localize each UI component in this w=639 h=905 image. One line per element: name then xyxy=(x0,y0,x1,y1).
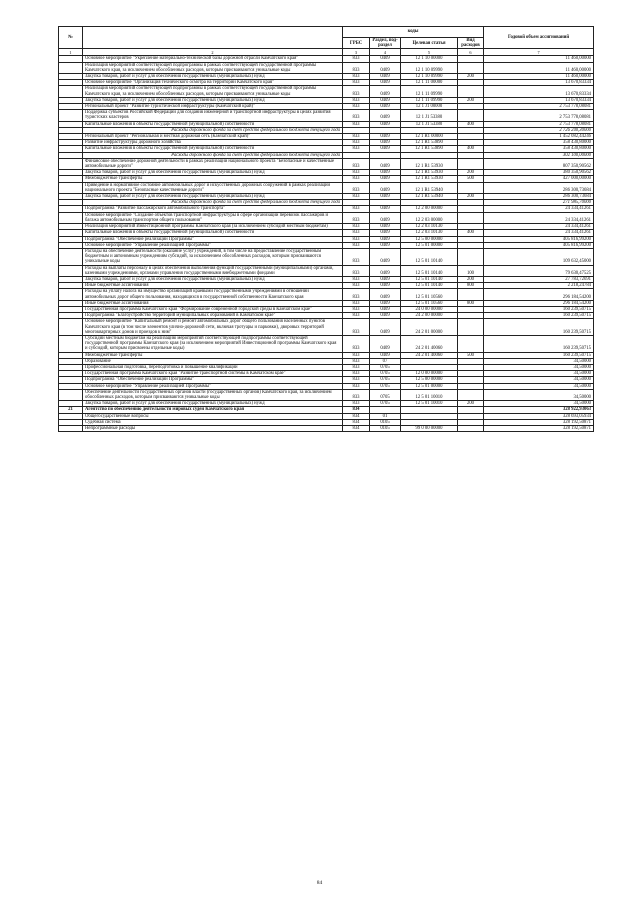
row-section: 0409 xyxy=(370,242,401,248)
row-name: Реализация мероприятий Инвестиционной программы Камчатского края (за исключением субсидий местным бюджетам) xyxy=(83,224,343,230)
row-target: 12 1 R1 53940 xyxy=(401,194,458,200)
row-section: 0409 xyxy=(370,335,401,352)
row-target: 12 5 01 10140 xyxy=(401,248,458,265)
row-number xyxy=(59,265,83,276)
row-name: Агентство по обеспечению деятельности мировых судей Камчатского края xyxy=(83,407,343,413)
row-section: 0705 xyxy=(370,371,401,377)
row-name: Приведение в нормативное состояние автомобильных дорог и искусственных дорожных сооружений в рамках реализации национального проекта "Безопасные качественные дороги" xyxy=(83,182,343,193)
row-name: Иные бюджетные ассигнования xyxy=(83,283,343,289)
row-name: Обеспечение деятельности государственных органов власти (государственных органов) Камчатского края, за исключением обособленных расходов, которым присваиваются уникальные коды xyxy=(83,389,343,400)
row-amount: 34,50000 xyxy=(484,364,594,370)
header-volume: Годовой объем ассигнований xyxy=(484,27,594,49)
row-section: 0409 xyxy=(370,265,401,276)
row-section: 0409 xyxy=(370,319,401,336)
row-amount: 13 670,83334 xyxy=(484,80,594,86)
row-type: 500 xyxy=(458,352,484,358)
row-name: Межбюджетные трансферты xyxy=(83,176,343,182)
row-name: Закупка товаров, работ и услуг для обеспечения государственных (муниципальных) нужд xyxy=(83,170,343,176)
row-amount: 34,50000 xyxy=(484,371,594,377)
row-number xyxy=(59,110,83,121)
row-section: 0409 xyxy=(370,182,401,193)
row-target: 12 2 03 10130 xyxy=(401,230,458,236)
row-type: 800 xyxy=(458,300,484,306)
row-amount: 286 300,73684 xyxy=(484,182,594,193)
row-name: Закупка товаров, работ и услуг для обеспечения государственных (муниципальных) нужд xyxy=(83,194,343,200)
row-name: Закупка товаров, работ и услуг для обеспечения государственных (муниципальных) нужд xyxy=(83,276,343,282)
row-amount: 286 300,73684 xyxy=(484,194,594,200)
row-section: 0409 xyxy=(370,224,401,230)
row-number xyxy=(59,426,83,432)
table-body xyxy=(59,56,594,432)
table-row xyxy=(59,289,594,300)
row-section: 0409 xyxy=(370,352,401,358)
row-grbs: 833 xyxy=(343,248,370,265)
row-grbs: 833 xyxy=(343,146,370,152)
row-grbs: 833 xyxy=(343,371,370,377)
row-section: 0409 xyxy=(370,212,401,223)
row-type: 200 xyxy=(458,74,484,80)
row-target: 12 1 11 09990 xyxy=(401,97,458,103)
row-section: 0409 xyxy=(370,56,401,62)
row-section: 07 xyxy=(370,358,401,364)
col-number-7: 7 xyxy=(484,49,594,56)
col-number-2: 2 xyxy=(83,49,343,56)
row-name: Реализация мероприятий соответствующей подпрограммы в рамках соответствующей государственной программы Камчатского края, за исключением обособленных расходов, которым присваиваются уникальные коды xyxy=(83,62,343,73)
row-name: Развитие инфраструктуры дорожного хозяйства xyxy=(83,140,343,146)
row-target: 12 2 03 10130 xyxy=(401,224,458,230)
row-grbs: 833 xyxy=(343,170,370,176)
row-name: Подпрограмма "Развитие пассажирского автомобильного транспорта" xyxy=(83,206,343,212)
row-amount: 271 985,70000 xyxy=(484,200,594,206)
row-amount: 296 184,54200 xyxy=(484,300,594,306)
page-number: 84 xyxy=(316,880,323,886)
row-number xyxy=(59,182,83,193)
row-number xyxy=(59,289,83,300)
row-grbs: 833 xyxy=(343,86,370,97)
row-name: Подпрограмма "Обеспечение реализации Программы" xyxy=(83,236,343,242)
header-codes: коды xyxy=(343,27,484,38)
row-number xyxy=(59,319,83,336)
table-row xyxy=(59,212,594,223)
row-grbs: 833 xyxy=(343,74,370,80)
table-row xyxy=(59,110,594,121)
row-name: Основное мероприятие "Управление реализацией Программы" xyxy=(83,383,343,389)
row-grbs: 833 xyxy=(343,242,370,248)
row-section: 0705 xyxy=(370,377,401,383)
row-target: 24 2 01 00000 xyxy=(401,319,458,336)
row-target: 12 1 11 09990 xyxy=(401,86,458,97)
row-number xyxy=(59,158,83,169)
header-name xyxy=(83,27,343,49)
row-name: Расходы на выплаты персоналу в целях обеспечения выполнения функций государственными (муниципальными) органами, казенными учреждениями, органами управления государственными внебюджетными фондами xyxy=(83,265,343,276)
col-number-4: 4 xyxy=(370,49,401,56)
row-name: Расходы на обеспечение деятельности (оказание услуг) учреждений, в том числе на предоставление государственным бюджетным и автономным учреждениям субсидий, за исключением обособленных расходов, которым присваиваются уникальные коды xyxy=(83,248,343,265)
row-amount: 2 753 778,08081 xyxy=(484,110,594,121)
row-target: 12 1 R1 53940 xyxy=(401,182,458,193)
row-name: Региональный проект "Региональная и местная дорожная сеть (Камчатский край)" xyxy=(83,134,343,140)
row-type xyxy=(458,319,484,336)
col-number-5: 5 xyxy=(401,49,458,56)
row-type xyxy=(458,110,484,121)
row-number xyxy=(59,62,83,73)
row-name: Межбюджетные трансферты xyxy=(83,352,343,358)
row-amount: 807 350,90562 xyxy=(484,158,594,169)
row-amount: 160 239,50715 xyxy=(484,319,594,336)
row-grbs: 833 xyxy=(343,194,370,200)
row-target: 12 1 J1 00000 xyxy=(401,104,458,110)
row-name: Государственная программа Камчатского края "Формирование современной городской среды в Камчатском крае" xyxy=(83,306,343,312)
row-grbs: 833 xyxy=(343,389,370,400)
row-grbs: 833 xyxy=(343,306,370,312)
row-amount: 2 218,24784 xyxy=(484,283,594,289)
row-target: 12 1 R1 53890 xyxy=(401,146,458,152)
row-name: Образование xyxy=(83,358,343,364)
row-target: 12 2 00 00000 xyxy=(401,206,458,212)
row-amount: 302 100,00000 xyxy=(484,152,594,158)
row-grbs: 833 xyxy=(343,56,370,62)
row-target: 12 0 00 00000 xyxy=(401,371,458,377)
row-type: 200 xyxy=(458,276,484,282)
row-type: 200 xyxy=(458,194,484,200)
row-section: 0705 xyxy=(370,389,401,400)
row-name: Общегосударственные вопросы xyxy=(83,413,343,419)
row-grbs: 833 xyxy=(343,300,370,306)
row-target: 12 5 00 00000 xyxy=(401,377,458,383)
row-section: 0409 xyxy=(370,206,401,212)
row-grbs: 833 xyxy=(343,80,370,86)
row-name: Капитальные вложения в объекты государственной (муниципальной) собственности xyxy=(83,146,343,152)
row-name: Расходы дорожного фонда за счет средств федерального бюджета текущего года xyxy=(83,200,343,206)
row-name: Основное мероприятие "Капитальный ремонт и ремонт автомобильных дорог общего пользования населенных пунктов Камчатского края (в том числе элементов улично-дорожной сети, включая тротуары и парковки), дворовых территорий многоквартирных домов и проездов к ним" xyxy=(83,319,343,336)
row-amount: 11 460,00000 xyxy=(484,74,594,80)
row-amount: 358 430,80000 xyxy=(484,140,594,146)
row-type xyxy=(458,289,484,300)
row-grbs: 833 xyxy=(343,176,370,182)
row-grbs: 833 xyxy=(343,224,370,230)
row-target: 12 1 R1 53930 xyxy=(401,158,458,169)
row-name: Подпрограмма "Благоустройство территорий муниципальных образований в Камчатском крае" xyxy=(83,313,343,319)
row-target: 12 5 01 10140 xyxy=(401,265,458,276)
row-type xyxy=(458,212,484,223)
row-amount: 2 753 778,08081 xyxy=(484,121,594,127)
row-type: 500 xyxy=(458,176,484,182)
row-amount: 24 334,41261 xyxy=(484,206,594,212)
row-grbs: 833 xyxy=(343,134,370,140)
row-number xyxy=(59,248,83,265)
row-grbs: 833 xyxy=(343,212,370,223)
header-section: Раздел, под- раздел xyxy=(370,38,401,49)
row-target: 99 0 00 00000 xyxy=(401,426,458,432)
budget-table xyxy=(58,26,594,432)
row-section: 0105 xyxy=(370,426,401,432)
row-section: 0409 xyxy=(370,104,401,110)
row-target: 12 5 00 00000 xyxy=(401,236,458,242)
row-section: 0409 xyxy=(370,110,401,121)
row-section: 0409 xyxy=(370,306,401,312)
row-name: Реализация мероприятий соответствующей подпрограммы в рамках соответствующей государственной программы Камчатского края, за исключением обособленных расходов, которым присваиваются уникальные коды xyxy=(83,86,343,97)
row-type xyxy=(458,335,484,352)
row-section: 0409 xyxy=(370,176,401,182)
row-name: Закупка товаров, работ и услуг для обеспечения государственных (муниципальных) нужд xyxy=(83,97,343,103)
row-type: 100 xyxy=(458,265,484,276)
col-number-6: 6 xyxy=(458,49,484,56)
row-section: 0409 xyxy=(370,313,401,319)
row-grbs: 833 xyxy=(343,97,370,103)
row-grbs: 834 xyxy=(343,426,370,432)
row-target: 12 2 03 00000 xyxy=(401,212,458,223)
row-amount: 2 726 240,30000 xyxy=(484,127,594,133)
row-name: Основное мероприятие "Создание объектов транспортной инфраструктуры в сфере организации перевозок пассажиров и багажа автомобильным транспортом общего пользования" xyxy=(83,212,343,223)
row-amount: 160 239,50715 xyxy=(484,306,594,312)
row-grbs: 833 xyxy=(343,110,370,121)
col-number-3: 3 xyxy=(343,49,370,56)
row-target: 12 1 J1 53380 xyxy=(401,110,458,121)
row-section: 0409 xyxy=(370,80,401,86)
row-amount: 109 632,45000 xyxy=(484,248,594,265)
row-amount: 328 922,93063 xyxy=(484,407,594,413)
row-number xyxy=(59,335,83,352)
table-row xyxy=(59,265,594,276)
row-amount: 11 460,00000 xyxy=(484,62,594,73)
row-type: 400 xyxy=(458,121,484,127)
row-name: Региональный проект "Развитие туристической инфраструктуры (Камчатский край)" xyxy=(83,104,343,110)
row-grbs: 833 xyxy=(343,335,370,352)
row-grbs: 833 xyxy=(343,158,370,169)
row-amount: 13 670,83334 xyxy=(484,97,594,103)
row-type xyxy=(458,182,484,193)
row-amount: 358 430,80000 xyxy=(484,146,594,152)
row-grbs: 834 xyxy=(343,407,370,413)
row-name: Закупка товаров, работ и услуг для обеспечения государственных (муниципальных) нужд xyxy=(83,401,343,407)
row-target: 12 1 10 00000 xyxy=(401,56,458,62)
header-grbs: ГРБС xyxy=(343,38,370,49)
row-amount: 405 816,99200 xyxy=(484,242,594,248)
row-grbs: 834 xyxy=(343,419,370,425)
row-grbs: 833 xyxy=(343,358,370,364)
row-amount: 160 239,50715 xyxy=(484,313,594,319)
row-section: 0705 xyxy=(370,364,401,370)
row-section: 0409 xyxy=(370,146,401,152)
row-grbs: 833 xyxy=(343,401,370,407)
row-grbs: 833 xyxy=(343,352,370,358)
row-type xyxy=(458,86,484,97)
row-section: 0705 xyxy=(370,383,401,389)
row-type: 200 xyxy=(458,170,484,176)
table-row xyxy=(59,426,594,432)
row-amount: 34,50000 xyxy=(484,401,594,407)
row-section: 0409 xyxy=(370,62,401,73)
row-type xyxy=(458,426,484,432)
row-number xyxy=(59,389,83,400)
row-target: 12 5 01 10560 xyxy=(401,289,458,300)
row-amount: 24 334,41261 xyxy=(484,212,594,223)
row-section: 0409 xyxy=(370,283,401,289)
row-section: 0409 xyxy=(370,236,401,242)
row-amount: 24 334,41261 xyxy=(484,230,594,236)
row-section: 0409 xyxy=(370,230,401,236)
row-target: 12 5 01 00000 xyxy=(401,242,458,248)
row-target: 12 1 R1 53930 xyxy=(401,176,458,182)
row-grbs: 833 xyxy=(343,230,370,236)
row-name: Судебная система xyxy=(83,419,343,425)
row-name: Основное мероприятие "Управление реализацией Программы" xyxy=(83,242,343,248)
row-name: Подпрограмма "Обеспечение реализации Программы" xyxy=(83,377,343,383)
row-name: Капитальные вложения в объекты государственной (муниципальной) собственности xyxy=(83,230,343,236)
row-section: 0409 xyxy=(370,170,401,176)
row-type xyxy=(458,158,484,169)
row-grbs: 833 xyxy=(343,104,370,110)
row-name: Капитальные вложения в объекты государственной (муниципальной) собственности xyxy=(83,121,343,127)
row-amount: 405 816,99200 xyxy=(484,236,594,242)
row-name: Расходы дорожного фонда за счет средств федерального бюджета текущего года xyxy=(83,127,343,133)
row-amount: 380 350,90562 xyxy=(484,170,594,176)
row-section: 0409 xyxy=(370,97,401,103)
table-row xyxy=(59,86,594,97)
row-grbs: 833 xyxy=(343,121,370,127)
row-target: 12 5 01 10560 xyxy=(401,300,458,306)
col-number-1: 1 xyxy=(59,49,83,56)
row-grbs: 833 xyxy=(343,319,370,336)
row-section: 01 xyxy=(370,413,401,419)
row-amount: 328 693,05934 xyxy=(484,413,594,419)
row-target: 12 1 10 09990 xyxy=(401,74,458,80)
row-target: 12 1 R1 53890 xyxy=(401,140,458,146)
row-name: Субсидии местным бюджетам на реализацию мероприятий соответствующей подпрограммы соответствующей государственной программы Камчатского края (за исключением мероприятий Инвестиционной программы Камчатского края и субсидий, которым присвоены отдельные коды) xyxy=(83,335,343,352)
row-section: 0409 xyxy=(370,74,401,80)
row-type: 200 xyxy=(458,401,484,407)
row-type xyxy=(458,62,484,73)
row-amount: 34,50000 xyxy=(484,383,594,389)
row-section: 0409 xyxy=(370,86,401,97)
row-section: 0409 xyxy=(370,194,401,200)
row-target: 12 1 J1 53380 xyxy=(401,121,458,127)
row-name: Основное мероприятие "Укрепление материально-технической базы дорожной отрасли Камчатского края" xyxy=(83,56,343,62)
row-grbs: 834 xyxy=(343,413,370,419)
row-amount: 34,50000 xyxy=(484,377,594,383)
row-amount: 11 460,00000 xyxy=(484,56,594,62)
row-amount: 2 753 778,08081 xyxy=(484,104,594,110)
row-target: 12 5 01 00000 xyxy=(401,383,458,389)
row-section: 0409 xyxy=(370,121,401,127)
header-number: № xyxy=(59,27,83,49)
row-amount: 13 670,83334 xyxy=(484,86,594,97)
row-section: 0409 xyxy=(370,140,401,146)
row-target: 24 0 00 00000 xyxy=(401,306,458,312)
row-amount: 427 000,00000 xyxy=(484,176,594,182)
header-type: Вид расходов xyxy=(458,38,484,49)
row-target: 24 2 01 40060 xyxy=(401,335,458,352)
row-section: 0409 xyxy=(370,158,401,169)
row-type: 400 xyxy=(458,146,484,152)
row-grbs: 833 xyxy=(343,236,370,242)
row-number: 21 xyxy=(59,407,83,413)
row-amount: 328 192,50871 xyxy=(484,426,594,432)
row-number xyxy=(59,212,83,223)
row-section: 0409 xyxy=(370,276,401,282)
table-row xyxy=(59,182,594,193)
row-type: 800 xyxy=(458,283,484,289)
row-grbs: 833 xyxy=(343,182,370,193)
row-amount: 328 192,50871 xyxy=(484,419,594,425)
row-name: Расходы дорожного фонда за счет средств федерального бюджета текущего года xyxy=(83,152,343,158)
row-target: 12 5 01 10140 xyxy=(401,283,458,289)
row-name: Финансовое обеспечение дорожной деятельности в рамках реализации национального проекта "Безопасные и качественные автомобильные дороги" xyxy=(83,158,343,169)
row-target: 24 2 01 40060 xyxy=(401,352,458,358)
row-amount: 296 184,54200 xyxy=(484,289,594,300)
row-section: 0705 xyxy=(370,401,401,407)
row-name: Расходы на уплату налога на имущество организаций краевыми государственными учреждениями в отношении автомобильных дорог общего пользования, находящихся в государственной собственности Камчатского края xyxy=(83,289,343,300)
row-name: Непрограммные расходы xyxy=(83,426,343,432)
row-grbs: 833 xyxy=(343,62,370,73)
row-section: 0409 xyxy=(370,300,401,306)
row-name: Закупка товаров, работ и услуг для обеспечения государственных (муниципальных) нужд xyxy=(83,74,343,80)
row-name: Государственная программа Камчатского края "Развитие транспортной системы в Камчатском крае" xyxy=(83,371,343,377)
row-number xyxy=(59,86,83,97)
row-grbs: 833 xyxy=(343,383,370,389)
row-target: 12 1 R1 00000 xyxy=(401,134,458,140)
row-name: Поддержка субъектов Российской Федерации для создания инженерной и транспортной инфраструктуры в целях развития туристских кластеров xyxy=(83,110,343,121)
row-grbs: 833 xyxy=(343,140,370,146)
row-section: 0105 xyxy=(370,419,401,425)
table-row xyxy=(59,335,594,352)
row-amount: 79 630,47525 xyxy=(484,265,594,276)
row-section: 0409 xyxy=(370,134,401,140)
row-target: 24 2 00 00000 xyxy=(401,313,458,319)
row-grbs: 833 xyxy=(343,206,370,212)
row-name: Основное мероприятие "Организация технического осмотра на территории Камчатского края" xyxy=(83,80,343,86)
row-grbs: 833 xyxy=(343,276,370,282)
budget-sheet xyxy=(58,26,593,432)
row-target: 12 1 10 09990 xyxy=(401,62,458,73)
row-amount: 1 452 082,44246 xyxy=(484,134,594,140)
row-type xyxy=(458,248,484,265)
table-row xyxy=(59,319,594,336)
row-amount: 160 239,50715 xyxy=(484,352,594,358)
row-target: 12 5 01 10010 xyxy=(401,401,458,407)
row-amount: 27 783,72691 xyxy=(484,276,594,282)
row-amount: 34,50000 xyxy=(484,389,594,400)
row-grbs: 833 xyxy=(343,364,370,370)
row-grbs: 833 xyxy=(343,283,370,289)
row-grbs: 833 xyxy=(343,265,370,276)
table-row xyxy=(59,158,594,169)
row-amount: 34,50000 xyxy=(484,358,594,364)
row-type: 200 xyxy=(458,97,484,103)
row-amount: 160 239,50715 xyxy=(484,335,594,352)
row-target: 12 1 11 00000 xyxy=(401,80,458,86)
row-target: 12 5 01 10010 xyxy=(401,389,458,400)
table-row xyxy=(59,389,594,400)
header-target: Целевая статья xyxy=(401,38,458,49)
table-row xyxy=(59,62,594,73)
table-row xyxy=(59,248,594,265)
row-type xyxy=(458,389,484,400)
row-target: 12 1 R1 53930 xyxy=(401,170,458,176)
row-type: 400 xyxy=(458,230,484,236)
row-grbs: 833 xyxy=(343,289,370,300)
row-grbs: 833 xyxy=(343,313,370,319)
row-grbs: 833 xyxy=(343,377,370,383)
row-amount: 24 334,41261 xyxy=(484,224,594,230)
row-name: Иные бюджетные ассигнования xyxy=(83,300,343,306)
row-section: 0409 xyxy=(370,248,401,265)
row-section: 0409 xyxy=(370,289,401,300)
row-target: 12 5 01 10140 xyxy=(401,276,458,282)
row-name: Профессиональная подготовка, переподготовка и повышение квалификации xyxy=(83,364,343,370)
